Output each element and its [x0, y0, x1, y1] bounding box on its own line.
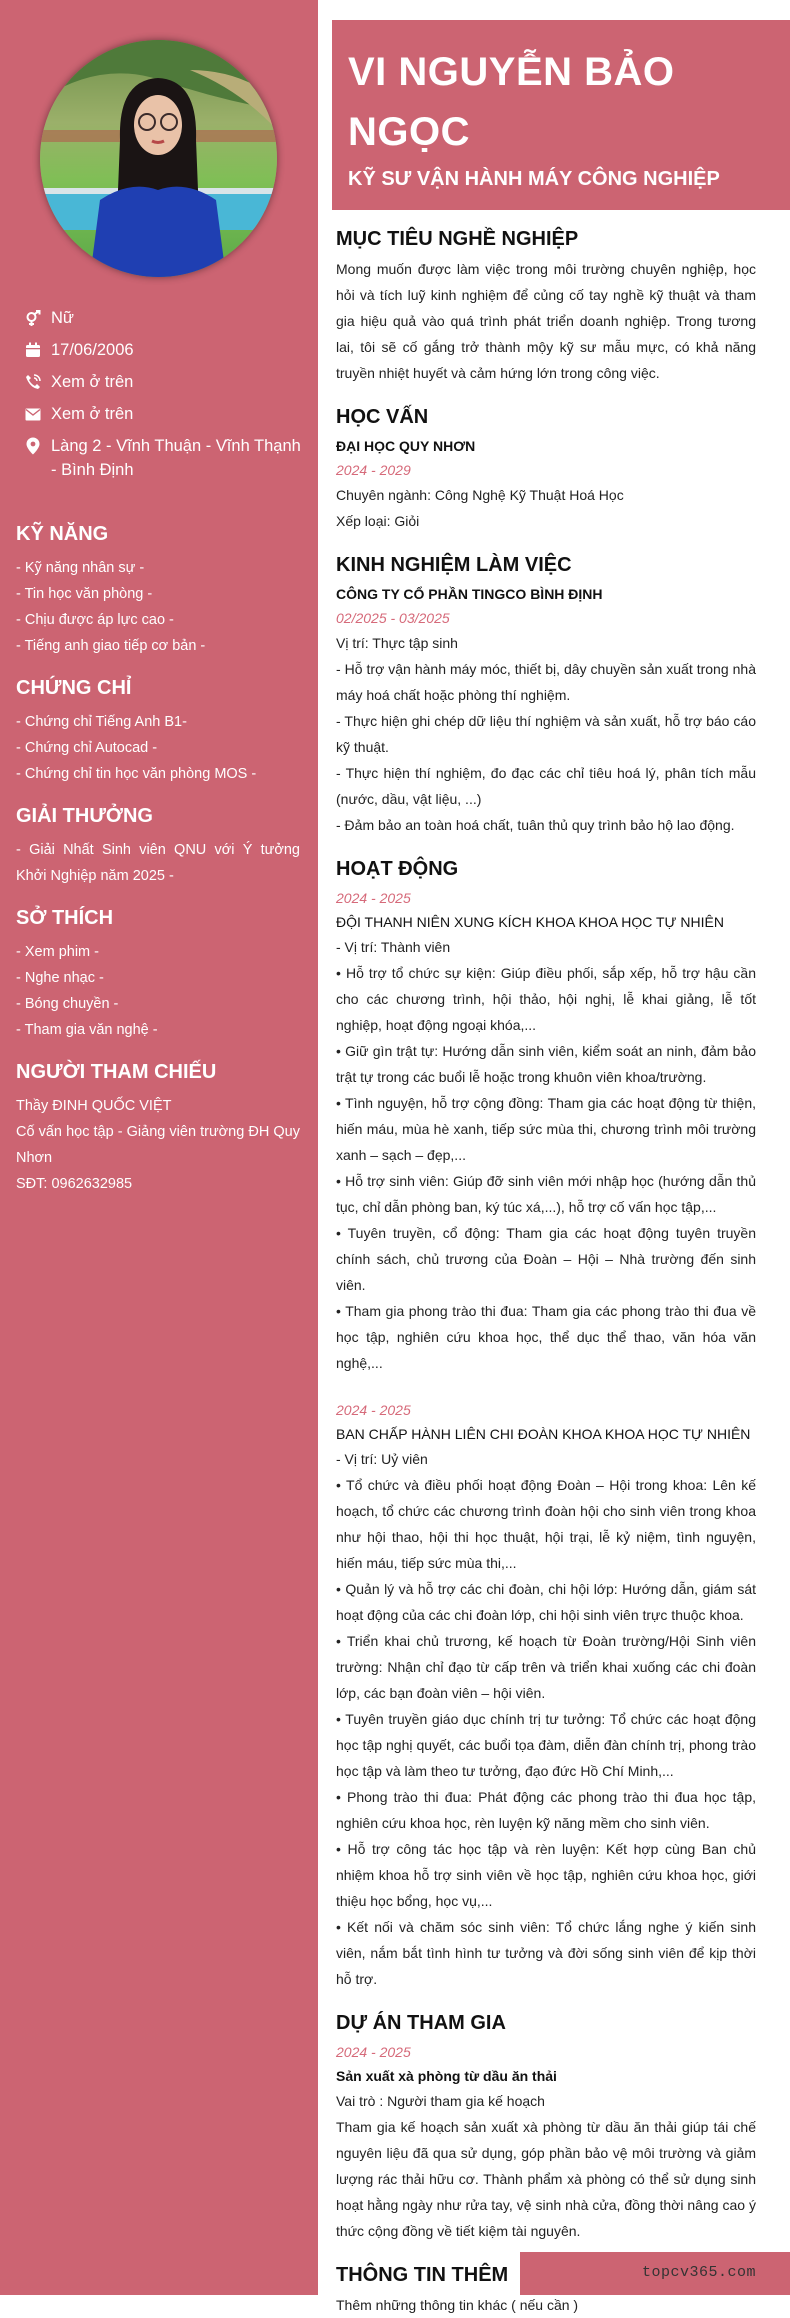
project-description: Tham gia kế hoạch sản xuất xà phòng từ dầu ăn thải giúp tái chế nguyên liệu đã qua sử dụng, góp phần bảo vệ môi trường và giảm lượng rác thải hữu cơ. Thành phẩm xà phòng có thể sử dụng sinh hoạt hằng ngày như rửa tay, vệ sinh nhà cửa, đồng thời nâng cao ý thức cộng đồng về tiết kiệm tài nguyên. — [336, 2119, 756, 2239]
contact-text: 17/06/2006 — [51, 341, 134, 359]
objective-section — [336, 222, 756, 386]
experience-date: 02/2025 - 03/2025 — [336, 610, 450, 626]
project-date: 2024 - 2025 — [336, 2044, 411, 2060]
activities-section — [336, 852, 756, 1992]
reference-item: Cố vấn học tập - Giảng viên trường ĐH Quy Nhơn — [16, 1124, 300, 1166]
section-heading: CHỨNG CHỈ — [16, 677, 132, 699]
activity-entry — [336, 886, 756, 1376]
full-name-line: VI NGUYỄN BẢO — [348, 50, 675, 94]
experience-section — [336, 548, 756, 838]
certificate-item: - Chứng chỉ Autocad - — [16, 740, 158, 756]
section-heading: KỸ NĂNG — [16, 523, 109, 545]
skills-section — [16, 519, 300, 659]
education-date: 2024 - 2029 — [336, 462, 411, 478]
activity-line: • Quản lý và hỗ trợ các chi đoàn, chi hội lớp: Hướng dẫn, giám sát hoạt động của các chi đoàn lớp, chi hội sinh viên trực thuộc khoa. — [336, 1581, 756, 1623]
experience-line: - Hỗ trợ vận hành máy móc, thiết bị, dây chuyền sản xuất trong nhà máy hoá chất hoặc phòng thí nghiệm. — [336, 661, 756, 703]
profile-photo — [40, 40, 277, 277]
contact-list — [24, 306, 304, 490]
contact-text: Nữ — [51, 309, 74, 327]
experience-line: - Đảm bảo an toàn hoá chất, tuân thủ quy trình bảo hộ lao động. — [336, 817, 735, 833]
activity-date: 2024 - 2025 — [336, 1402, 411, 1418]
section-heading: DỰ ÁN THAM GIA — [336, 2012, 506, 2034]
contact-text: Xem ở trên — [51, 405, 134, 423]
project-name: Sản xuất xà phòng từ dầu ăn thải — [336, 2068, 557, 2084]
activity-line: • Kết nối và chăm sóc sinh viên: Tổ chức lắng nghe ý kiến sinh viên, nắm bắt tình hình tư tưởng và đời sống sinh viên để kịp thời hỗ trợ. — [336, 1919, 756, 1987]
contact-phone — [24, 370, 304, 394]
name-header — [332, 20, 790, 210]
gender-icon — [24, 306, 42, 330]
education-section — [336, 400, 756, 534]
activity-line: • Hỗ trợ sinh viên: Giúp đỡ sinh viên mới nhập học (hướng dẫn thủ tục, chỉ dẫn phòng ban, ký túc xá,...), hỗ trợ cố vấn học tập,... — [336, 1173, 756, 1215]
experience-line: - Thực hiện thí nghiệm, đo đạc các chỉ tiêu hoá lý, phân tích mẫu (nước, dầu, vật liệu, ...) — [336, 765, 756, 807]
certificate-item: - Chứng chỉ tin học văn phòng MOS - — [16, 766, 257, 782]
activity-org: BAN CHẤP HÀNH LIÊN CHI ĐOÀN KHOA KHOA HỌC TỰ NHIÊN — [336, 1426, 751, 1442]
activity-line: • Tổ chức và điều phối hoạt động Đoàn – Hội trong khoa: Lên kế hoạch, tổ chức các chương trình đoàn hội cho sinh viên trong khoa như hội thao, hội thi học thuật, hội trại, lễ kỷ niệm, tình nguyện, hiến máu, tiếp sức mùa thi,... — [336, 1477, 756, 1571]
full-name-line: NGỌC — [348, 110, 470, 154]
activity-line: - Vị trí: Uỷ viên — [336, 1451, 428, 1467]
skill-item: - Kỹ năng nhân sự - — [16, 560, 145, 576]
awards-section — [16, 801, 300, 889]
section-heading: HỌC VẤN — [336, 406, 429, 428]
school-name: ĐẠI HỌC QUY NHƠN — [336, 438, 476, 454]
section-heading: SỞ THÍCH — [16, 907, 114, 929]
activity-line: • Tuyên truyền, cổ động: Tham gia các hoạt động tuyên truyền chính sách, chủ trương của Đoàn – Hội – Nhà trường đến sinh viên. — [336, 1225, 756, 1293]
activity-line: • Triển khai chủ trương, kế hoạch từ Đoàn trường/Hội Sinh viên trường: Nhận chỉ đạo từ cấp trên và triển khai xuống các chi đoàn lớp, các bạn đoàn viên – hội viên. — [336, 1633, 756, 1701]
full-name — [348, 42, 774, 162]
additional-text: Thêm những thông tin khác ( nếu cần ) — [336, 2297, 579, 2313]
activity-line: • Tuyên truyền giáo dục chính trị tư tưởng: Tổ chức các hoạt động học tập nghị quyết, các buổi tọa đàm, diễn đàn chính trị, phong trào học tập và làm theo tư tưởng, đạo đức Hồ Chí Minh,... — [336, 1711, 756, 1779]
experience-line: Vị trí: Thực tập sinh — [336, 635, 458, 651]
activity-entry — [336, 1398, 756, 1992]
hobby-item: - Tham gia văn nghệ - — [16, 1022, 158, 1038]
education-line: Xếp loại: Giỏi — [336, 513, 420, 529]
sidebar — [0, 0, 318, 2295]
award-item: - Giải Nhất Sinh viên QNU với Ý tưởng Khởi Nghiệp năm 2025 - — [16, 842, 300, 884]
company-name: CÔNG TY CỔ PHẦN TINGCO BÌNH ĐỊNH — [336, 586, 603, 602]
envelope-icon — [24, 402, 42, 426]
contact-gender — [24, 306, 304, 330]
section-heading: KINH NGHIỆM LÀM VIỆC — [336, 554, 572, 576]
section-heading: MỤC TIÊU NGHỀ NGHIỆP — [336, 228, 579, 250]
hobby-item: - Nghe nhạc - — [16, 970, 104, 986]
reference-item: SĐT: 0962632985 — [16, 1176, 133, 1192]
footer-watermark-bar — [520, 2252, 790, 2295]
references-section — [16, 1057, 300, 1197]
reference-item: Thầy ĐINH QUỐC VIỆT — [16, 1098, 172, 1114]
activity-line: • Hỗ trợ tổ chức sự kiện: Giúp điều phối, sắp xếp, hỗ trợ hậu cần cho các chương trình, hội thảo, hội nghị, lễ khai giảng, lễ tốt nghiệp, hoạt động ngoại khóa,... — [336, 965, 756, 1033]
certificate-item: - Chứng chỉ Tiếng Anh B1- — [16, 714, 187, 730]
education-line: Chuyên ngành: Công Nghệ Kỹ Thuật Hoá Học — [336, 487, 624, 503]
contact-text: Xem ở trên — [51, 373, 134, 391]
contact-text: Làng 2 - Vĩnh Thuận - Vĩnh Thạnh - Bình Định — [51, 437, 301, 479]
activity-line: • Giữ gìn trật tự: Hướng dẫn sinh viên, kiểm soát an ninh, đảm bảo trật tự trong các buổi lễ hoặc trong khuôn viên khoa/trường. — [336, 1043, 756, 1085]
contact-birthday — [24, 338, 304, 362]
section-heading: HOẠT ĐỘNG — [336, 858, 459, 880]
experience-line: - Thực hiện ghi chép dữ liệu thí nghiệm và sản xuất, hỗ trợ báo cáo kỹ thuật. — [336, 713, 756, 755]
location-pin-icon — [24, 434, 42, 458]
project-role: Vai trò : Người tham gia kế hoạch — [336, 2093, 545, 2109]
calendar-icon — [24, 338, 42, 362]
watermark-text: topcv365.com — [642, 2264, 757, 2281]
skill-item: - Tiếng anh giao tiếp cơ bản - — [16, 638, 206, 654]
activity-org: ĐỘI THANH NIÊN XUNG KÍCH KHOA KHOA HỌC TỰ NHIÊN — [336, 914, 724, 930]
hobby-item: - Xem phim - — [16, 944, 99, 960]
activity-line: • Hỗ trợ công tác học tập và rèn luyện: Kết hợp cùng Ban chủ nhiệm khoa hỗ trợ sinh viên về học tập, nghiên cứu khoa học, giới thiệu học bổng, học vụ,... — [336, 1841, 756, 1909]
job-title: KỸ SƯ VẬN HÀNH MÁY CÔNG NGHIỆP — [348, 168, 720, 190]
activity-line: • Phong trào thi đua: Phát động các phong trào thi đua học tập, nghiên cứu khoa học, rèn luyện kỹ năng mềm cho sinh viên. — [336, 1789, 756, 1831]
hobby-item: - Bóng chuyền - — [16, 996, 119, 1012]
phone-icon — [24, 370, 42, 394]
activity-date: 2024 - 2025 — [336, 890, 411, 906]
projects-section — [336, 2006, 756, 2244]
objective-text: Mong muốn được làm việc trong môi trường chuyên nghiệp, học hỏi và tích luỹ kinh nghiệm để củng cố tay nghề kỹ thuật và tham gia hiệu quả vào quá trình phát triển doanh nghiệp. Trong tương lai, tôi sẽ cố gắng trở thành mộy kỹ sư mẫu mực, có khả năng truyền nhiệt huyết và cảm hứng lớn trong công việc. — [336, 261, 756, 381]
activity-line: • Tình nguyện, hỗ trợ cộng đồng: Tham gia các hoạt động từ thiện, hiến máu, mùa hè xanh, tiếp sức mùa thi, chương trình môi trường xanh – sạch – đẹp,... — [336, 1095, 756, 1163]
sidebar-sections — [16, 505, 300, 1197]
section-heading: THÔNG TIN THÊM — [336, 2264, 509, 2286]
activity-line: • Tham gia phong trào thi đua: Tham gia các phong trào thi đua về học tập, nghiên cứu khoa học, thể dục thể thao, văn hóa văn nghệ,... — [336, 1303, 756, 1371]
skill-item: - Chịu được áp lực cao - — [16, 612, 174, 628]
contact-address — [24, 434, 304, 482]
contact-email — [24, 402, 304, 426]
section-heading: GIẢI THƯỞNG — [16, 805, 153, 827]
profile-photo-image — [40, 40, 277, 277]
hobbies-section — [16, 903, 300, 1043]
main-content — [336, 222, 756, 2318]
section-heading: NGƯỜI THAM CHIẾU — [16, 1061, 217, 1083]
activity-line: - Vị trí: Thành viên — [336, 939, 451, 955]
skill-item: - Tin học văn phòng - — [16, 586, 153, 602]
certificates-section — [16, 673, 300, 787]
